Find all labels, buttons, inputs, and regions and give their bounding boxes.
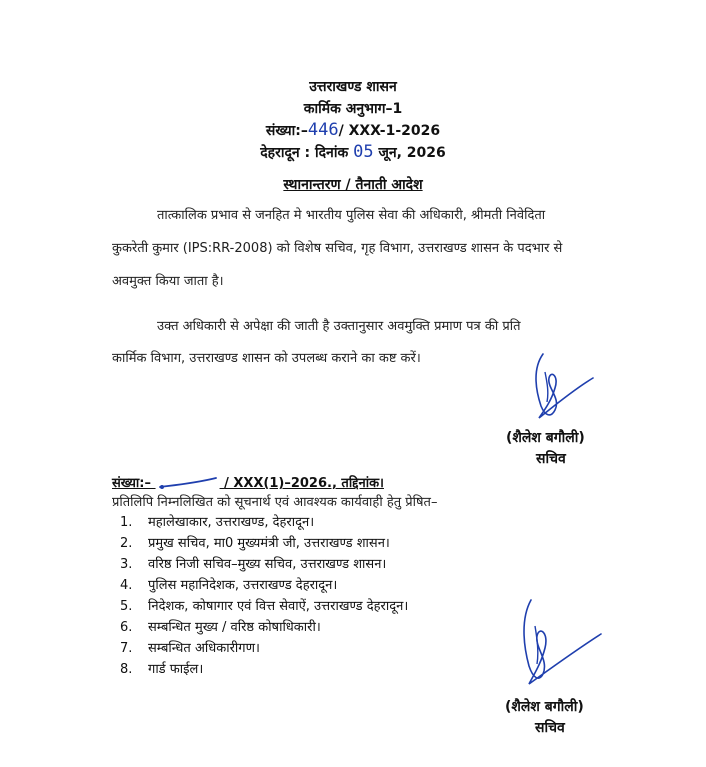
subject-heading: स्थानान्तरण / तैनाती आदेश: [283, 177, 423, 193]
date-handwritten: 05: [353, 142, 374, 162]
header-government: उत्तराखण्ड शासन: [309, 79, 397, 95]
copy-reference-scribble: [156, 477, 220, 491]
list-item-number: 2.: [120, 536, 133, 551]
list-item-text: प्रमुख सचिव, मा0 मुख्यमंत्री जी, उत्तराखण्ड शासन।: [148, 536, 390, 551]
list-item: [120, 638, 408, 659]
list-item-number: 8.: [120, 662, 133, 677]
date-prefix: देहरादून : दिनांक: [260, 145, 349, 161]
list-item-text: वरिष्ठ निजी सचिव–मुख्य सचिव, उत्तराखण्ड शासन।: [148, 557, 387, 572]
list-item-number: 1.: [120, 515, 133, 530]
list-item-text: पुलिस महानिदेशक, उत्तराखण्ड देहरादून।: [148, 578, 338, 593]
header-order-number: [0, 121, 706, 140]
list-item-text: निदेशक, कोषागार एवं वित्त सेवाऐं, उत्तराखण्ड देहरादून।: [148, 599, 409, 614]
order-number-suffix: / XXX-1-2026: [338, 123, 441, 139]
copy-reference-prefix: संख्या:–: [112, 476, 151, 491]
signature2-title: सचिव: [535, 720, 565, 736]
list-item-number: 4.: [120, 578, 133, 593]
date-suffix: जून, 2026: [378, 145, 446, 161]
paragraph1-line3: अवमुक्त किया जाता है।: [112, 274, 224, 289]
list-item: [120, 596, 408, 617]
copy-intro: प्रतिलिपि निम्नलिखित को सूचनार्थ एवं आवश्यक कार्यवाही हेतु प्रेषित–: [112, 495, 438, 510]
copy-reference-suffix: / XXX(1)–2026., तद्दिनांक।: [224, 476, 384, 491]
list-item: [120, 512, 408, 533]
order-number-prefix: संख्या:–: [265, 123, 308, 139]
copy-reference: [112, 473, 384, 491]
list-item-text: गार्ड फाईल।: [148, 662, 204, 677]
list-item-text: महालेखाकार, उत्तराखण्ड, देहरादून।: [148, 515, 315, 530]
list-item-number: 6.: [120, 620, 133, 635]
list-item-number: 5.: [120, 599, 133, 614]
list-item: [120, 533, 408, 554]
list-item: [120, 575, 408, 596]
list-item-text: सम्बन्धित अधिकारीगण।: [148, 641, 260, 656]
signature-scribble-1: [525, 348, 605, 426]
list-item: [120, 659, 408, 680]
order-number-handwritten: 446: [307, 120, 339, 140]
paragraph1-line1: तात्कालिक प्रभाव से जनहित मे भारतीय पुलिस सेवा की अधिकारी, श्रीमती निवेदिता: [157, 208, 546, 223]
list-item: [120, 554, 408, 575]
list-item-text: सम्बन्धित मुख्य / वरिष्ठ कोषाधिकारी।: [148, 620, 321, 635]
signature-scribble-2: [515, 596, 610, 694]
signature1-title: सचिव: [536, 451, 566, 467]
header-department: कार्मिक अनुभाग–1: [303, 101, 403, 117]
copy-list: [120, 512, 408, 680]
paragraph2-line2: कार्मिक विभाग, उत्तराखण्ड शासन को उपलब्ध कराने का कष्ट करें।: [112, 351, 421, 366]
list-item: [120, 617, 408, 638]
list-item-number: 3.: [120, 557, 133, 572]
paragraph1-line2: कुकरेती कुमार (IPS:RR-2008) को विशेष सचिव, गृह विभाग, उत्तराखण्ड शासन के पदभार से: [112, 241, 563, 256]
paragraph2-line1: उक्त अधिकारी से अपेक्षा की जाती है उक्तानुसार अवमुक्ति प्रमाण पत्र की प्रति: [157, 319, 521, 334]
list-item-number: 7.: [120, 641, 133, 656]
header-date: [0, 143, 706, 162]
signature2-name: (शैलेश बगौली): [505, 699, 584, 715]
signature1-name: (शैलेश बगौली): [506, 430, 585, 446]
